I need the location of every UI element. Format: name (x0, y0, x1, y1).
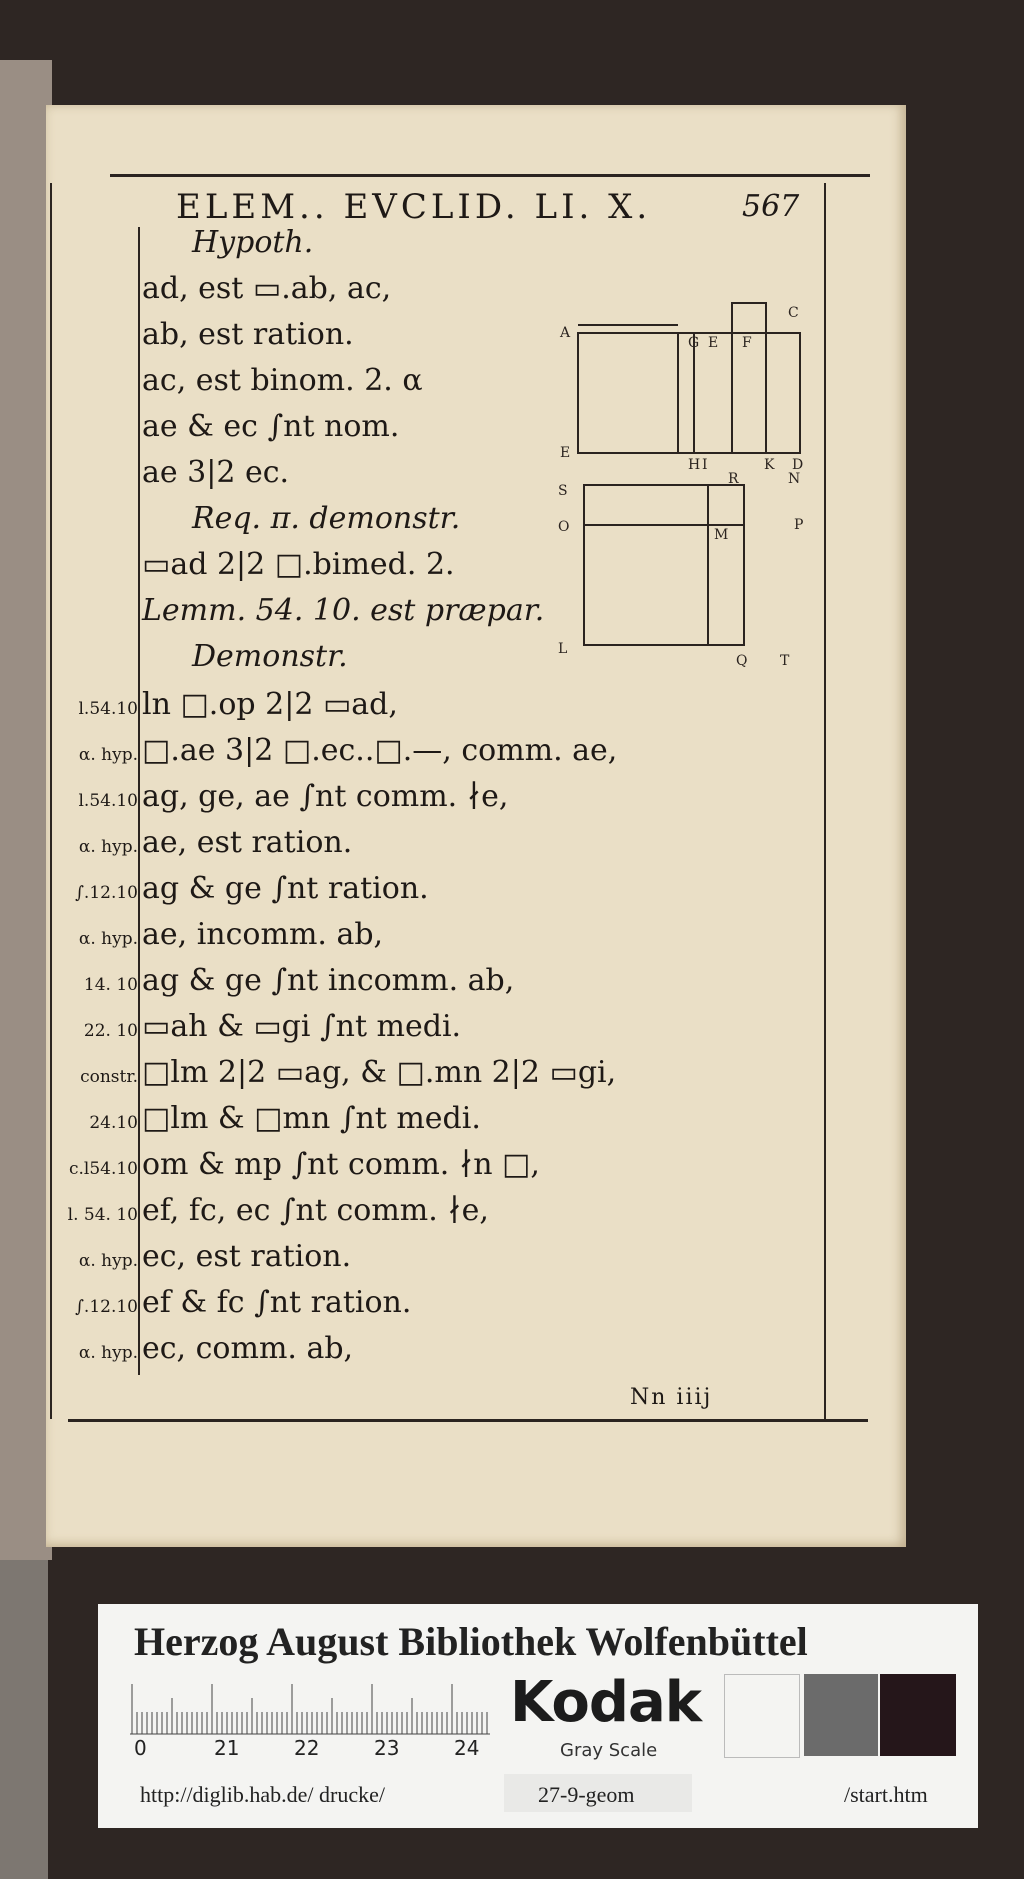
column-divider-rule (138, 227, 140, 1375)
text-line: ▭ah & ▭gi ∫nt medi. (142, 1009, 462, 1044)
gray-scale-label: Gray Scale (560, 1740, 658, 1761)
bottom-rule (68, 1419, 868, 1422)
margin-note: ∫.12.10 (75, 883, 138, 903)
text-line: ad, est ▭.ab, ac, (142, 271, 392, 306)
text-line: ec, est ration. (142, 1239, 352, 1274)
measurement-ruler (130, 1680, 490, 1736)
text-line: □.ae 3|2 □.ec..□.—, comm. ae, (142, 733, 618, 768)
figure-label: E (560, 445, 571, 461)
right-frame-rule (824, 183, 826, 1419)
figure-label: E (708, 335, 719, 351)
figure-label: P (794, 517, 804, 533)
url-prefix: http://diglib.hab.de/ drucke/ (140, 1782, 386, 1807)
text-line: ag & ge ∫nt ration. (142, 871, 429, 906)
margin-note: ∫.12.10 (75, 1297, 138, 1317)
margin-note: α. hyp. (78, 837, 138, 857)
adjacent-page-edge (0, 60, 52, 1560)
margin-note: c.l54.10 (68, 1159, 138, 1179)
figure-label: C (788, 305, 799, 321)
catchword: Nn iiij (630, 1385, 713, 1410)
library-name: Herzog August Bibliothek Wolfenbüttel (134, 1619, 808, 1664)
margin-note: l.54.10 (78, 791, 138, 811)
text-line: ▭ad 2|2 □.bimed. 2. (142, 547, 455, 582)
gray-swatch-mid (804, 1674, 878, 1756)
margin-note: α. hyp. (78, 929, 138, 949)
text-line: Demonstr. (192, 639, 348, 674)
url-id: 27-9-geom (538, 1782, 635, 1807)
figure-lower-rect (584, 485, 744, 645)
figure-label: R (728, 471, 739, 487)
text-line: ac, est binom. 2. α (142, 363, 423, 398)
figure-label: L (558, 641, 568, 657)
text-line: □lm 2|2 ▭ag, & □.mn 2|2 ▭gi, (142, 1055, 617, 1090)
figure-label: T (780, 653, 790, 669)
margin-note: 22. 10 (83, 1021, 138, 1041)
page-number: 567 (742, 189, 800, 224)
ruler-numbers (134, 1736, 534, 1760)
library-color-card (98, 1604, 978, 1828)
ruler-number: 22 (294, 1736, 320, 1760)
figure-label: G (688, 335, 700, 351)
figure-label: K (764, 457, 775, 473)
margin-note: constr. (80, 1067, 138, 1087)
margin-note: α. hyp. (78, 745, 138, 765)
ruler-number: 23 (374, 1736, 400, 1760)
margin-note: 14. 10 (83, 975, 138, 995)
figure-label: F (742, 335, 752, 351)
text-line: □lm & □mn ∫nt medi. (142, 1101, 481, 1136)
text-line: ag, ge, ae ∫nt comm. ∤e, (142, 779, 509, 814)
text-line: ae 3|2 ec. (142, 455, 290, 490)
figure-label: H (688, 457, 701, 473)
ruler-number: 24 (454, 1736, 480, 1760)
figure-label: A (560, 325, 571, 341)
margin-note: l.54.10 (78, 699, 138, 719)
ruler-number: 21 (214, 1736, 240, 1760)
ruler-number: 0 (134, 1736, 147, 1760)
figure-line (732, 303, 766, 333)
figure-label: D (792, 457, 804, 473)
margin-note: l. 54. 10 (67, 1205, 138, 1225)
figure-label: I (702, 457, 708, 473)
text-line: ef & fc ∫nt ration. (142, 1285, 412, 1320)
margin-note: α. hyp. (78, 1343, 138, 1363)
figure-label: S (558, 483, 568, 499)
figure-label: N (788, 471, 801, 487)
margin-note: α. hyp. (78, 1251, 138, 1271)
text-line: ln □.op 2|2 ▭ad, (142, 687, 398, 722)
text-line: ag & ge ∫nt incomm. ab, (142, 963, 515, 998)
text-line: ab, est ration. (142, 317, 354, 352)
text-line: ef, fc, ec ∫nt comm. ∤e, (142, 1193, 489, 1228)
gray-swatch-dark (880, 1674, 956, 1756)
geometry-figure (538, 273, 818, 673)
book-spine-edge (0, 1560, 48, 1879)
text-line: ec, comm. ab, (142, 1331, 354, 1366)
book-page (46, 105, 906, 1547)
text-line: ae & ec ∫nt nom. (142, 409, 400, 444)
margin-note: 24.10 (89, 1113, 138, 1133)
gray-swatch-white (724, 1674, 800, 1758)
text-line: ae, est ration. (142, 825, 353, 860)
running-title: ELEM.. EVCLID. LI. X. (176, 187, 652, 227)
url-suffix: /start.htm (844, 1782, 928, 1807)
top-rule (110, 174, 870, 177)
text-line: om & mp ∫nt comm. ∤n □, (142, 1147, 540, 1182)
figure-label: Q (736, 653, 748, 669)
text-line: Hypoth. (192, 225, 314, 260)
text-line: Lemm. 54. 10. est præpar. (142, 593, 545, 628)
figure-label: O (558, 519, 570, 535)
kodak-logo: Kodak (510, 1670, 701, 1735)
text-line: ae, incomm. ab, (142, 917, 384, 952)
text-line: Req. π. demonstr. (192, 501, 461, 536)
figure-label: M (714, 527, 729, 543)
